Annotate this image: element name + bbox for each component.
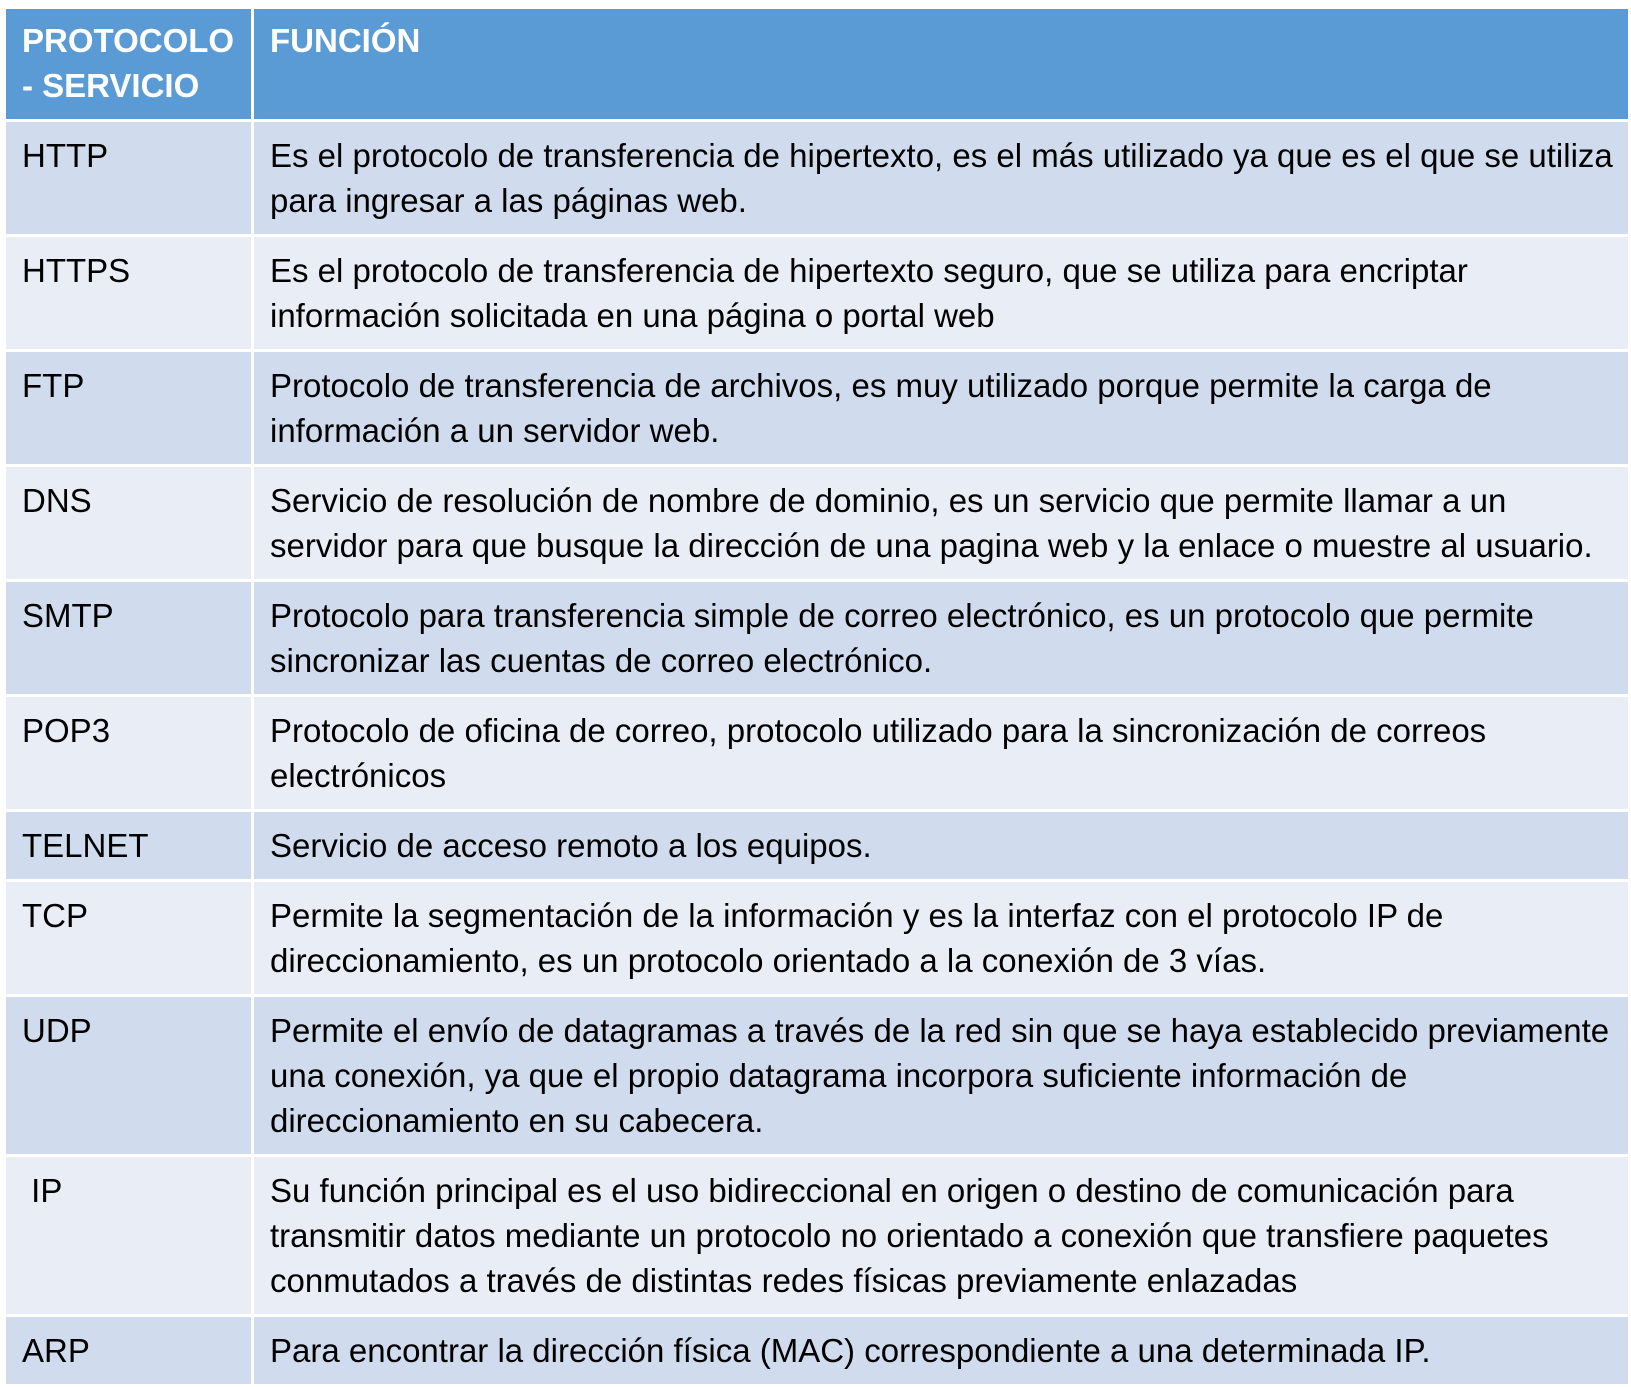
table-row: [5, 581, 1630, 696]
protocol-cell: FTP: [5, 351, 253, 466]
function-cell: Es el protocolo de transferencia de hipertexto seguro, que se utiliza para encriptar información solicitada en una página o portal web: [253, 236, 1630, 351]
function-cell: Servicio de acceso remoto a los equipos.: [253, 811, 1630, 881]
table-header: [5, 8, 1630, 121]
table-row: [5, 1316, 1630, 1386]
table-row: [5, 881, 1630, 996]
function-cell: Protocolo para transferencia simple de correo electrónico, es un protocolo que permite sincronizar las cuentas de correo electrónico.: [253, 581, 1630, 696]
function-cell: Protocolo de oficina de correo, protocolo utilizado para la sincronización de correos electrónicos: [253, 696, 1630, 811]
protocol-table-container: [3, 6, 1628, 1387]
table-row: [5, 351, 1630, 466]
header-function: FUNCIÓN: [253, 8, 1630, 121]
function-cell: Protocolo de transferencia de archivos, es muy utilizado porque permite la carga de información a un servidor web.: [253, 351, 1630, 466]
function-cell: Es el protocolo de transferencia de hipertexto, es el más utilizado ya que es el que se utiliza para ingresar a las páginas web.: [253, 121, 1630, 236]
protocol-cell: HTTP: [5, 121, 253, 236]
function-cell: Su función principal es el uso bidireccional en origen o destino de comunicación para transmitir datos mediante un protocolo no orientado a conexión que transfiere paquetes conmutados a través de distintas redes físicas previamente enlazadas: [253, 1156, 1630, 1316]
protocol-cell: IP: [5, 1156, 253, 1316]
protocol-cell: UDP: [5, 996, 253, 1156]
protocol-table: [3, 6, 1631, 1387]
table-row: [5, 996, 1630, 1156]
table-row: [5, 696, 1630, 811]
table-row: [5, 236, 1630, 351]
protocol-cell: SMTP: [5, 581, 253, 696]
protocol-cell: ARP: [5, 1316, 253, 1386]
protocol-cell: HTTPS: [5, 236, 253, 351]
header-row: [5, 8, 1630, 121]
function-cell: Servicio de resolución de nombre de dominio, es un servicio que permite llamar a un servidor para que busque la dirección de una pagina web y la enlace o muestre al usuario.: [253, 466, 1630, 581]
function-cell: Permite el envío de datagramas a través de la red sin que se haya establecido previamente una conexión, ya que el propio datagrama incorpora suficiente información de direccionamiento en su cabecera.: [253, 996, 1630, 1156]
protocol-cell: DNS: [5, 466, 253, 581]
header-protocol: PROTOCOLO - SERVICIO: [5, 8, 253, 121]
table-body: [5, 121, 1630, 1386]
function-cell: Permite la segmentación de la información y es la interfaz con el protocolo IP de direccionamiento, es un protocolo orientado a la conexión de 3 vías.: [253, 881, 1630, 996]
protocol-cell: TCP: [5, 881, 253, 996]
function-cell: Para encontrar la dirección física (MAC) correspondiente a una determinada IP.: [253, 1316, 1630, 1386]
table-row: [5, 121, 1630, 236]
table-row: [5, 1156, 1630, 1316]
table-row: [5, 466, 1630, 581]
protocol-cell: TELNET: [5, 811, 253, 881]
table-row: [5, 811, 1630, 881]
protocol-cell: POP3: [5, 696, 253, 811]
